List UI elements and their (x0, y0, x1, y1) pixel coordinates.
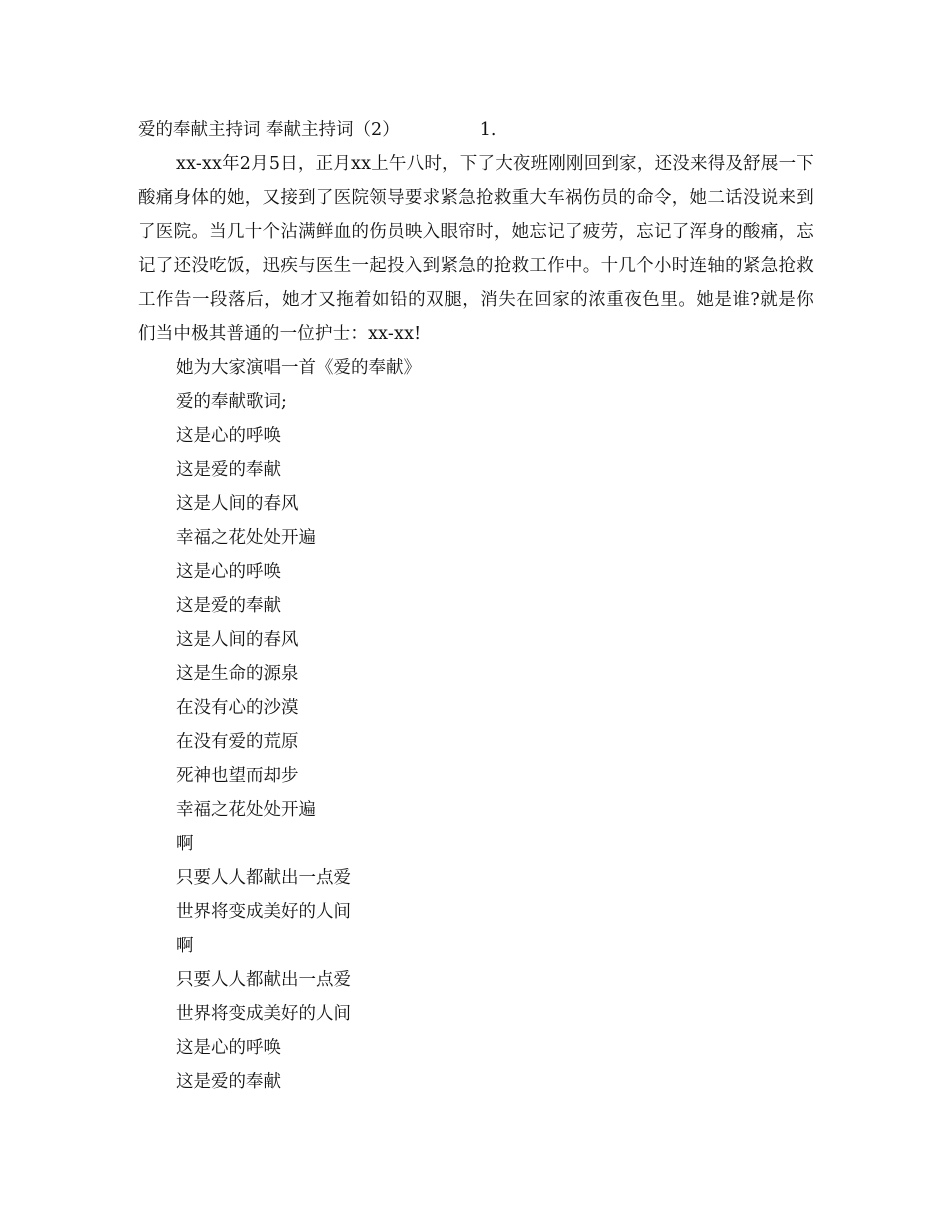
lyric-line: 这是人间的春风 (176, 630, 299, 650)
text-line: 她为大家演唱一首《爱的奉献》 (176, 358, 421, 378)
lyric-line: 这是人间的春风 (176, 494, 299, 514)
intro-paragraph: xx-xx年2月5日，正月xx上午八时，下了大夜班刚刚回到家，还没来得及舒展一下酸痛身体的她，又接到了医院领导要求紧急抢救重大车祸伤员的命令，她二话没说来到了医院。当几十个沾满鲜血的伤员映入眼帘时，她忘记了疲劳，忘记了浑身的酸痛，忘记了还没吃饭，迅疾与医生一起投入到紧急的抢救工作中。十几个小时连轴的紧急抢救工作告一段落后，她才又拖着如铅的双腿，消失在回家的浓重夜色里。她是谁?就是你们当中极其普通的一位护士：xx-xx! (138, 154, 814, 344)
text-line: 爱的奉献歌词; (176, 392, 287, 412)
lyric-line: 啊 (176, 936, 194, 956)
lyric-line: 在没有心的沙漠 (176, 698, 299, 718)
title-number: 1. (479, 120, 497, 140)
document-title: 爱的奉献主持词 奉献主持词（2） (138, 120, 400, 140)
lyric-line: 这是心的呼唤 (176, 562, 281, 582)
lyric-line: 这是爱的奉献 (176, 1072, 281, 1092)
lyric-line: 这是心的呼唤 (176, 426, 281, 446)
lyric-line: 幸福之花处处开遍 (176, 528, 316, 548)
lyric-line: 世界将变成美好的人间 (176, 902, 351, 922)
document-title-line (138, 113, 814, 147)
lyric-line: 只要人人都献出一点爱 (176, 868, 351, 888)
lyric-line: 幸福之花处处开遍 (176, 800, 316, 820)
lyric-line: 世界将变成美好的人间 (176, 1004, 351, 1024)
document-content (138, 113, 814, 1099)
lyric-list (138, 351, 814, 1099)
lyric-line: 只要人人都献出一点爱 (176, 970, 351, 990)
lyric-line: 在没有爱的荒原 (176, 732, 299, 752)
lyric-line: 这是心的呼唤 (176, 1038, 281, 1058)
lyric-line: 这是爱的奉献 (176, 460, 281, 480)
lyric-line: 啊 (176, 834, 194, 854)
lyric-line: 这是生命的源泉 (176, 664, 299, 684)
lyric-line: 死神也望而却步 (176, 766, 299, 786)
lyric-line: 这是爱的奉献 (176, 596, 281, 616)
